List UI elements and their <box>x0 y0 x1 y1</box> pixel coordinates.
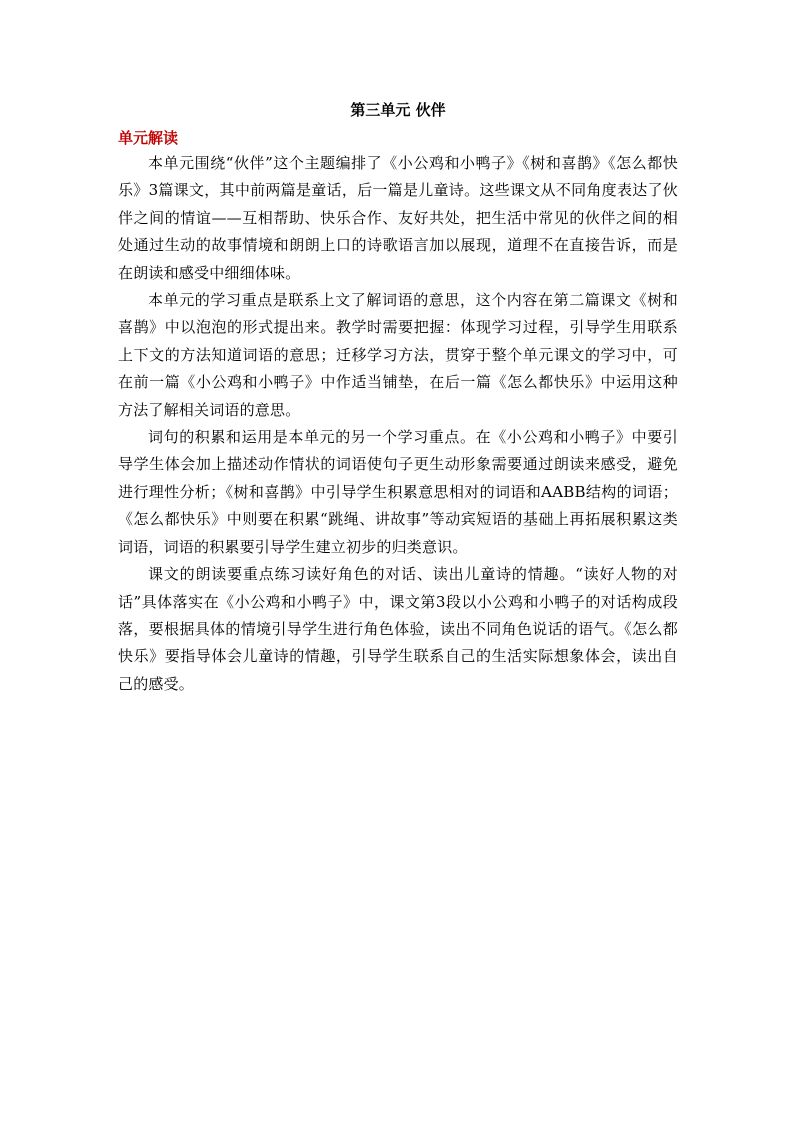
document-page <box>118 100 678 698</box>
paragraph-reading-aloud: 课文的朗读要重点练习读好角色的对话、读出儿童诗的情趣。“读好人物的对话”具体落实在《小公鸡和小鸭子》中，课文第3段以小公鸡和小鸭子的对话构成段落，要根据具体的情境引导学生进行角色体验，读出不同角色说话的语气。《怎么都快乐》要指导体会儿童诗的情趣，引导学生联系自己的生活实际想象体会，读出自己的感受。 <box>118 565 678 693</box>
paragraph-learning-focus: 本单元的学习重点是联系上文了解词语的意思，这个内容在第二篇课文《树和喜鹊》中以泡泡的形式提出来。教学时需要把握：体现学习过程，引导学生用联系上下文的方法知道词语的意思；迁移学习方法，贯穿于整个单元课文的学习中，可在前一篇《小公鸡和小鸭子》中作适当铺垫，在后一篇《怎么都快乐》中运用这种方法了解相关词语的意思。 <box>118 291 678 419</box>
section-heading: 单元解读 <box>118 129 179 147</box>
paragraph-vocabulary: 词句的积累和运用是本单元的另一个学习重点。在《小公鸡和小鸭子》中要引导学生体会加上描述动作情状的词语使句子更生动形象需要通过朗读来感受，避免进行理性分析；《树和喜鹊》中引导学生积累意思相对的词语和AABB结构的词语；《怎么都快乐》中则要在积累“跳绳、讲故事”等动宾短语的基础上再拓展积累这类词语，词语的积累要引导学生建立初步的归类意识。 <box>118 428 678 556</box>
paragraph-theme: 本单元围绕“伙伴”这个主题编排了《小公鸡和小鸭子》《树和喜鹊》《怎么都快乐》3篇课文，其中前两篇是童话，后一篇是儿童诗。这些课文从不同角度表达了伙伴之间的情谊——互相帮助、快乐合作、友好共处，把生活中常见的伙伴之间的相处通过生动的故事情境和朗朗上口的诗歌语言加以展现，道理不在直接告诉，而是在朗读和感受中细细体味。 <box>118 154 678 282</box>
document-title: 第三单元 伙伴 <box>350 101 446 119</box>
